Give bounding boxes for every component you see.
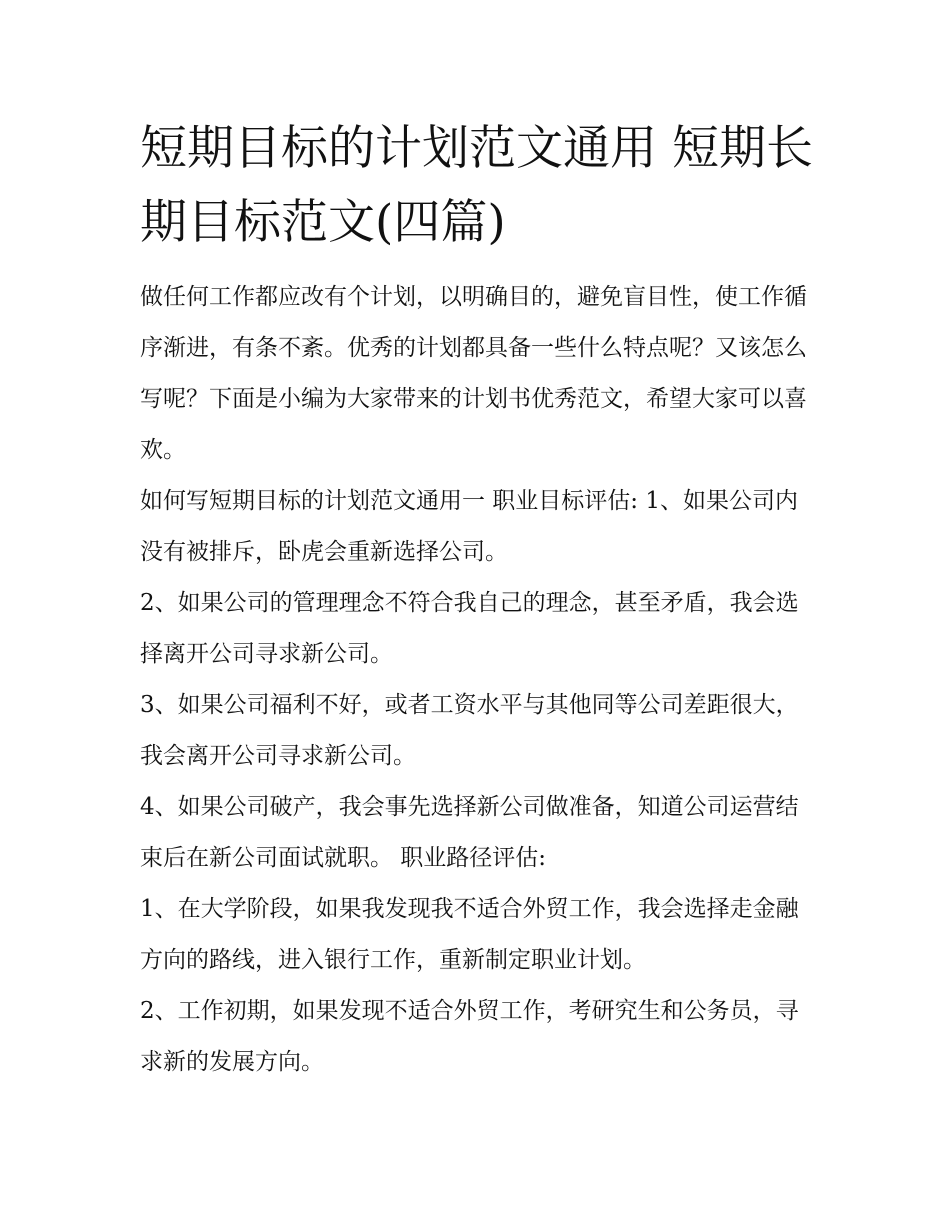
paragraph-item-4: 4、如果公司破产，我会事先选择新公司做准备，知道公司运营结束后在新公司面试就职。 职业路径评估: xyxy=(140,794,799,871)
paragraph-path-item-2: 2、工作初期，如果发现不适合外贸工作，考研究生和公务员，寻求新的发展方向。 xyxy=(140,998,799,1075)
paragraph-intro: 做任何工作都应改有个计划，以明确目的，避免盲目性，使工作循序渐进，有条不紊。优秀的计划都具备一些什么特点呢？又该怎么写呢？下面是小编为大家带来的计划书优秀范文，希望大家可以喜欢。 xyxy=(140,284,807,463)
paragraph-career-goal-evaluation: 如何写短期目标的计划范文通用一 职业目标评估: 1、如果公司内没有被排斥，卧虎会重新选择公司。 xyxy=(140,488,799,565)
document-body xyxy=(140,112,820,1088)
document-title: 短期目标的计划范文通用 短期长期目标范文(四篇) xyxy=(140,121,813,250)
paragraph-path-item-1: 1、在大学阶段，如果我发现我不适合外贸工作，我会选择走金融方向的路线，进入银行工作，重新制定职业计划。 xyxy=(140,896,799,973)
paragraph-item-3: 3、如果公司福利不好，或者工资水平与其他同等公司差距很大，我会离开公司寻求新公司。 xyxy=(140,692,799,769)
paragraph-item-2: 2、如果公司的管理理念不符合我自己的理念，甚至矛盾，我会选择离开公司寻求新公司。 xyxy=(140,590,799,667)
